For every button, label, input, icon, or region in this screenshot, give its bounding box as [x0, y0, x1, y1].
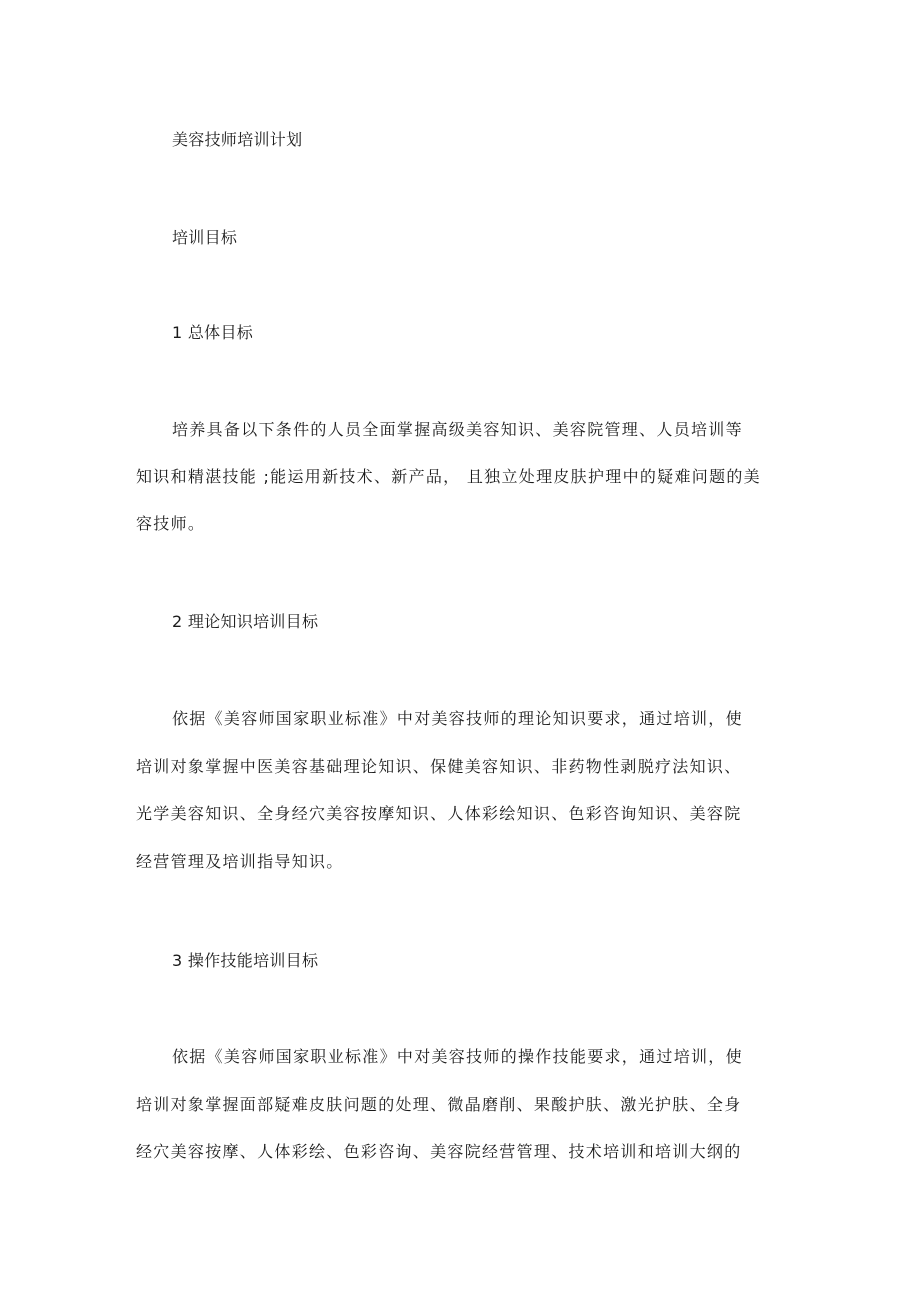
- paragraph-2-line-2: 培训对象掌握中医美容基础理论知识、保健美容知识、非药物性剥脱疗法知识、: [136, 757, 742, 776]
- paragraph-1-line-1: 培养具备以下条件的人员全面掌握高级美容知识、美容院管理、人员培训等: [172, 420, 743, 439]
- paragraph-3-line-3: 经穴美容按摩、人体彩绘、色彩咨询、美容院经营管理、技术培训和培训大纲的: [136, 1142, 742, 1161]
- paragraph-2-line-4: 经营管理及培训指导知识。: [136, 852, 344, 871]
- subsection-heading-1: 1 总体目标: [172, 323, 254, 342]
- paragraph-1-line-3: 容技师。: [136, 514, 206, 533]
- paragraph-2-line-1: 依据《美容师国家职业标准》中对美容技师的理论知识要求，通过培训，使: [172, 709, 743, 728]
- paragraph-3-line-1: 依据《美容师国家职业标准》中对美容技师的操作技能要求，通过培训，使: [172, 1047, 743, 1066]
- section-heading: 培训目标: [172, 228, 238, 247]
- document-title: 美容技师培训计划: [172, 130, 303, 149]
- subsection-heading-3: 3 操作技能培训目标: [172, 951, 319, 970]
- paragraph-1-line-2: 知识和精湛技能 ;能运用新技术、新产品， 且独立处理皮肤护理中的疑难问题的美: [136, 467, 761, 486]
- paragraph-3-line-2: 培训对象掌握面部疑难皮肤问题的处理、微晶磨削、果酸护肤、激光护肤、全身: [136, 1095, 742, 1114]
- subsection-heading-2: 2 理论知识培训目标: [172, 612, 319, 631]
- paragraph-2-line-3: 光学美容知识、全身经穴美容按摩知识、人体彩绘知识、色彩咨询知识、美容院: [136, 804, 742, 823]
